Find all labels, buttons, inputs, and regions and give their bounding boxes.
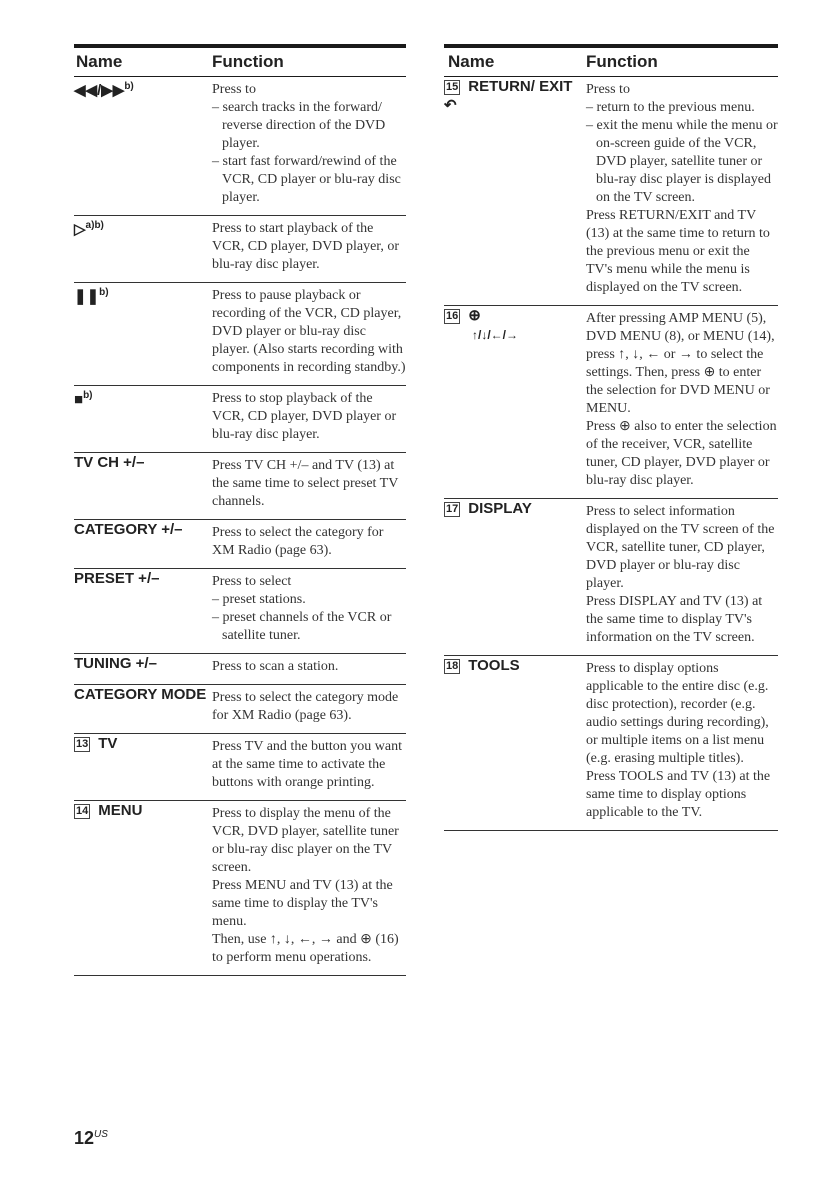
entry-name-text: TV — [98, 735, 118, 752]
entry-name — [74, 77, 214, 100]
entry-description — [212, 283, 406, 385]
entry-description — [212, 386, 406, 452]
table-row — [74, 283, 406, 386]
entry-description — [212, 453, 406, 519]
item-number: 17 — [446, 503, 459, 515]
entry-description — [212, 801, 406, 975]
item-number: 18 — [446, 660, 459, 672]
description-line: Press to scan a station. — [212, 659, 339, 674]
table-row — [74, 77, 406, 216]
table-header — [444, 44, 778, 77]
footnote-marker: b) — [124, 81, 134, 92]
table-row — [74, 216, 406, 283]
function-header: Function — [212, 52, 284, 71]
entry-description — [212, 216, 406, 282]
description-line: Press TV and the button you want at the same time to activate the buttons with orange printing. — [212, 739, 403, 790]
item-number: 15 — [446, 81, 459, 93]
description-line: Press to — [212, 82, 256, 97]
entry-name — [444, 77, 584, 115]
description-line: Press to display the menu of the VCR, DVD player, satellite tuner or blu-ray disc player on the TV screen. — [212, 806, 399, 875]
entry-name-text: ▷ — [74, 221, 86, 238]
entry-name-text: ⊕ — [468, 307, 481, 324]
description-line: Then, use ↑, ↓, ←, → and ⊕ (16) to perform menu operations. — [212, 932, 399, 965]
table-row — [74, 520, 406, 569]
entry-name-text: ◀◀/▶▶ — [74, 82, 125, 99]
entry-name — [74, 685, 214, 704]
description-line: Press to stop playback of the VCR, CD player, DVD player or blu-ray disc player. — [212, 391, 397, 442]
name-header: Name — [76, 52, 123, 71]
entry-name — [74, 569, 214, 588]
table-row — [74, 685, 406, 734]
entry-description — [212, 685, 406, 733]
description-line: Press to select the category mode for XM Radio (page 63). — [212, 690, 399, 723]
table-row — [444, 656, 778, 831]
entry-name-text: TV CH +/– — [74, 454, 145, 471]
entry-description — [586, 306, 778, 498]
footnote-marker: b) — [83, 390, 93, 401]
description-line: Press TOOLS and TV (13) at the same time to display options applicable to the TV. — [586, 769, 771, 820]
entry-name — [444, 499, 584, 518]
entry-name-text: CATEGORY MODE — [74, 686, 207, 703]
description-line: Press ⊕ also to enter the selection of the receiver, VCR, satellite tuner, CD player, DVD player or blu-ray disc player. — [586, 419, 777, 488]
entry-description — [586, 77, 778, 305]
description-line: Press to select — [212, 574, 292, 589]
left-entries — [74, 77, 406, 976]
right-table — [444, 44, 778, 831]
table-row — [74, 734, 406, 801]
entry-name-text: DISPLAY — [468, 500, 532, 517]
right-entries — [444, 77, 778, 831]
table-row — [74, 569, 406, 654]
item-number: 16 — [446, 310, 459, 322]
entry-name-text: PRESET +/– — [74, 570, 160, 587]
entry-name — [74, 734, 214, 753]
description-line: Press to start playback of the VCR, CD player, DVD player, or blu-ray disc player. — [212, 221, 400, 272]
description-line: Press to — [586, 82, 630, 97]
footnote-marker: a)b) — [85, 220, 104, 231]
entry-name-text: ❚❚ — [74, 288, 100, 305]
table-row — [74, 453, 406, 520]
description-line: Press DISPLAY and TV (13) at the same time to display TV's information on the TV screen. — [586, 594, 763, 645]
description-line: Press to select the category for XM Radio (page 63). — [212, 525, 384, 558]
entry-description — [212, 734, 406, 800]
entry-name-text: TOOLS — [468, 657, 520, 674]
item-number: 14 — [76, 805, 89, 817]
name-header: Name — [448, 52, 495, 71]
description-line: – exit the menu while the menu or on-screen guide of the VCR, DVD player, satellite tuner or blu-ray disc player is displayed on the TV screen. — [586, 118, 778, 205]
table-header — [74, 44, 406, 77]
description-line: Press TV CH +/– and TV (13) at the same time to select preset TV channels. — [212, 458, 399, 509]
description-line: Press MENU and TV (13) at the same time to display the TV's menu. — [212, 878, 393, 929]
item-number: 13 — [76, 738, 89, 750]
entry-name — [74, 453, 214, 472]
entry-name-text: CATEGORY +/– — [74, 521, 183, 538]
arrow-buttons-label: ↑/↓/←/→ — [472, 328, 519, 342]
entry-description — [212, 569, 406, 653]
entry-name — [444, 656, 584, 675]
description-line: Press to select information displayed on the TV screen of the VCR, satellite tuner, CD player, DVD player or blu-ray disc player. — [586, 504, 775, 591]
left-table — [74, 44, 406, 976]
footnote-marker: b) — [99, 287, 109, 298]
entry-name — [74, 654, 214, 673]
description-line: Press to pause playback or recording of the VCR, CD player, DVD player or blu-ray disc player. (Also starts recording with components in recording standby.) — [212, 288, 406, 375]
entry-name — [74, 386, 214, 409]
entry-name-text: ■ — [74, 391, 84, 408]
table-row — [444, 306, 778, 499]
entry-name — [74, 216, 214, 239]
entry-description — [212, 520, 406, 568]
description-line: Press to display options applicable to the entire disc (e.g. disc protection), recorder (e.g. audio settings during recording), or multiple items on a list menu (e.g. erasing multiple titles). — [586, 661, 769, 766]
entry-description — [586, 499, 778, 655]
description-line: Press RETURN/EXIT and TV (13) at the same time to return to the previous menu or exit the TV's menu while the menu is displayed on the TV screen. — [586, 208, 770, 295]
entry-name-text: MENU — [98, 802, 143, 819]
entry-name — [74, 801, 214, 820]
description-line: – return to the previous menu. — [586, 100, 755, 115]
function-header: Function — [586, 52, 658, 71]
table-row — [444, 499, 778, 656]
description-line: – preset stations. — [212, 592, 306, 607]
entry-name-text: RETURN/ EXIT ↶ — [444, 78, 573, 114]
entry-name — [74, 283, 214, 306]
page-number: $12^{US}$ — [74, 1128, 108, 1148]
table-row — [74, 386, 406, 453]
entry-name — [444, 306, 584, 345]
entry-description — [212, 77, 406, 215]
description-line: After pressing AMP MENU (5), DVD MENU (8), or MENU (14), press ↑, ↓, ← or → to select the settings. Then, press ⊕ to enter the selection for DVD MENU or MENU. — [586, 311, 775, 416]
description-line: – search tracks in the forward/ reverse direction of the DVD player. — [212, 100, 386, 151]
entry-description — [212, 654, 406, 684]
table-row — [74, 801, 406, 976]
entry-name — [74, 520, 214, 539]
entry-description — [586, 656, 778, 830]
table-row — [74, 654, 406, 685]
table-row — [444, 77, 778, 306]
description-line: – start fast forward/rewind of the VCR, CD player or blu-ray disc player. — [212, 154, 401, 205]
description-line: – preset channels of the VCR or satellite tuner. — [212, 610, 392, 643]
entry-name-text: TUNING +/– — [74, 655, 157, 672]
